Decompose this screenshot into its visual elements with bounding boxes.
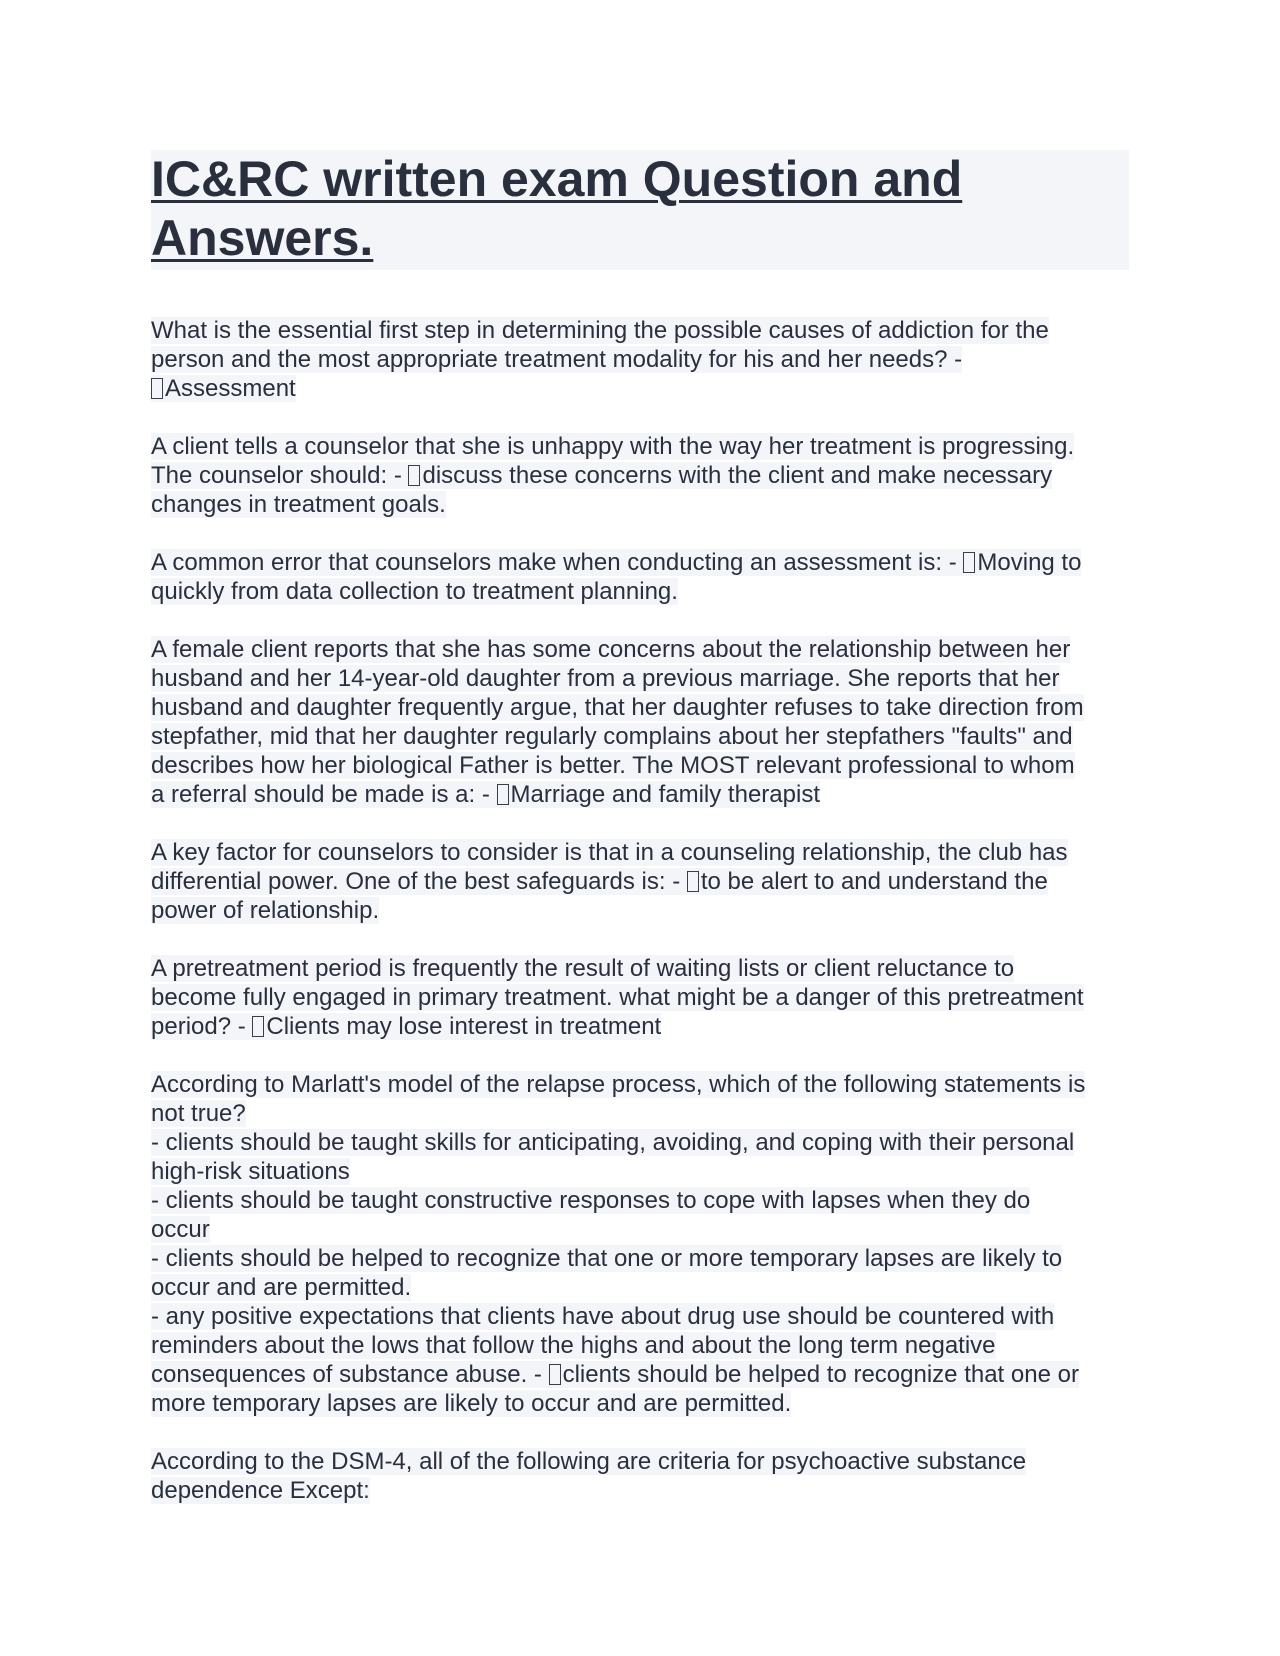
qa-text: period? - xyxy=(151,1013,253,1040)
qa-text: describes how her biological Father is better. The MOST relevant professional to whom xyxy=(151,752,1075,779)
qa-line xyxy=(151,1389,1129,1418)
qa-line-text xyxy=(151,1390,791,1417)
qa-line-text xyxy=(151,1100,246,1127)
qa-line xyxy=(151,693,1129,722)
answer-text: clients should be helped to recognize that one or xyxy=(562,1361,1079,1388)
qa-line-text xyxy=(151,1361,1079,1388)
qa-line xyxy=(151,1070,1129,1099)
document-title: IC&RC written exam Question and Answers. xyxy=(151,151,963,266)
qa-line xyxy=(151,461,1129,490)
qa-item xyxy=(151,1447,1129,1505)
qa-line-text xyxy=(151,578,678,605)
qa-line-text xyxy=(151,897,379,924)
qa-line-text xyxy=(151,1187,1030,1214)
qa-line-text xyxy=(151,665,1060,692)
qa-line xyxy=(151,1186,1129,1215)
qa-item xyxy=(151,954,1129,1041)
qa-text: husband and daughter frequently argue, that her daughter refuses to take direction from xyxy=(151,694,1084,721)
answer-marker-icon xyxy=(549,1364,561,1385)
qa-line xyxy=(151,983,1129,1012)
qa-line xyxy=(151,722,1129,751)
qa-line xyxy=(151,548,1129,577)
qa-line xyxy=(151,954,1129,983)
qa-line-text xyxy=(151,984,1084,1011)
qa-text: A pretreatment period is frequently the result of waiting lists or client reluctance to xyxy=(151,955,1015,982)
qa-line-text xyxy=(151,781,820,808)
qa-line xyxy=(151,1244,1129,1273)
qa-line-text xyxy=(151,491,446,518)
qa-item xyxy=(151,1070,1129,1418)
qa-text: The counselor should: - xyxy=(151,462,409,489)
qa-line xyxy=(151,838,1129,867)
qa-line xyxy=(151,780,1129,809)
qa-text: power of relationship. xyxy=(151,897,380,924)
qa-text: - clients should be helped to recognize that one or more temporary lapses are likely to xyxy=(151,1245,1063,1272)
qa-line-text xyxy=(151,839,1068,866)
qa-text: husband and her 14-year-old daughter from a previous marriage. She reports that her xyxy=(151,665,1060,692)
qa-line-text xyxy=(151,955,1014,982)
qa-line xyxy=(151,1273,1129,1302)
answer-marker-icon xyxy=(151,378,163,399)
qa-text: What is the essential first step in determining the possible causes of addiction for the xyxy=(151,317,1049,344)
qa-item xyxy=(151,635,1129,809)
answer-text: Moving to xyxy=(977,549,1082,576)
qa-line-text xyxy=(151,1129,1074,1156)
qa-line xyxy=(151,635,1129,664)
qa-text: become fully engaged in primary treatment. what might be a danger of this pretreatment xyxy=(151,984,1084,1011)
qa-line-text xyxy=(151,1245,1062,1272)
qa-line xyxy=(151,577,1129,606)
qa-line xyxy=(151,432,1129,461)
qa-line xyxy=(151,751,1129,780)
qa-line-text xyxy=(151,752,1075,779)
qa-text: Assessment xyxy=(165,375,296,402)
answer-text: to be alert to and understand the xyxy=(700,868,1048,895)
qa-text: occur and are permitted. xyxy=(151,1274,412,1301)
answer-marker-icon xyxy=(963,552,975,573)
qa-line-text xyxy=(151,1477,370,1504)
answer-marker-icon xyxy=(687,871,699,892)
title-block xyxy=(151,150,1129,270)
qa-line-text xyxy=(151,549,1081,576)
qa-text: A female client reports that she has some concerns about the relationship between her xyxy=(151,636,1071,663)
document-page xyxy=(151,150,1129,1534)
qa-text: high-risk situations xyxy=(151,1158,350,1185)
qa-line-text xyxy=(151,1216,210,1243)
answer-marker-icon xyxy=(408,465,420,486)
qa-line-text xyxy=(151,1332,996,1359)
qa-line xyxy=(151,1012,1129,1041)
qa-text: According to Marlatt's model of the relapse process, which of the following statements is xyxy=(151,1071,1086,1098)
qa-line xyxy=(151,374,1129,403)
qa-text: occur xyxy=(151,1216,210,1243)
qa-item xyxy=(151,316,1129,403)
qa-line-text xyxy=(151,636,1070,663)
qa-line xyxy=(151,1128,1129,1157)
qa-text: person and the most appropriate treatment modality for his and her needs? - xyxy=(151,346,963,373)
qa-line-text xyxy=(151,868,1048,895)
qa-line xyxy=(151,1302,1129,1331)
qa-line xyxy=(151,867,1129,896)
qa-text: not true? xyxy=(151,1100,246,1127)
qa-item xyxy=(151,548,1129,606)
qa-text: consequences of substance abuse. - xyxy=(151,1361,549,1388)
qa-text: changes in treatment goals. xyxy=(151,491,446,518)
qa-text: differential power. One of the best safeguards is: - xyxy=(151,868,687,895)
qa-line xyxy=(151,316,1129,345)
qa-text: A client tells a counselor that she is unhappy with the way her treatment is progressing. xyxy=(151,433,1075,460)
qa-line xyxy=(151,1476,1129,1505)
qa-line xyxy=(151,1157,1129,1186)
qa-text: A common error that counselors make when conducting an assessment is: - xyxy=(151,549,964,576)
qa-text: reminders about the lows that follow the highs and about the long term negative xyxy=(151,1332,996,1359)
qa-list xyxy=(151,316,1129,1505)
qa-text: According to the DSM-4, all of the following are criteria for psychoactive substance xyxy=(151,1448,1027,1475)
qa-text: - any positive expectations that clients have about drug use should be countered with xyxy=(151,1303,1055,1330)
qa-text: A key factor for counselors to consider is that in a counseling relationship, the club has xyxy=(151,839,1068,866)
answer-marker-icon xyxy=(497,784,509,805)
qa-text: - clients should be taught skills for anticipating, avoiding, and coping with their personal xyxy=(151,1129,1075,1156)
qa-line xyxy=(151,1447,1129,1476)
qa-text: dependence Except: xyxy=(151,1477,370,1504)
qa-line xyxy=(151,1099,1129,1128)
qa-text: more temporary lapses are likely to occur and are permitted. xyxy=(151,1390,792,1417)
qa-line-text xyxy=(151,1448,1026,1475)
qa-text: quickly from data collection to treatment planning. xyxy=(151,578,678,605)
qa-line-text xyxy=(151,1158,350,1185)
answer-text: Marriage and family therapist xyxy=(510,781,820,808)
answer-text: Clients may lose interest in treatment xyxy=(266,1013,662,1040)
answer-marker-icon xyxy=(252,1016,264,1037)
qa-line xyxy=(151,1215,1129,1244)
qa-line-text xyxy=(151,317,1049,344)
qa-text: - clients should be taught constructive responses to cope with lapses when they do xyxy=(151,1187,1031,1214)
qa-text: a referral should be made is a: - xyxy=(151,781,497,808)
qa-line-text xyxy=(151,694,1084,721)
qa-line-text xyxy=(151,723,1073,750)
qa-item xyxy=(151,432,1129,519)
qa-item xyxy=(151,838,1129,925)
qa-text: stepfather, mid that her daughter regularly complains about her stepfathers "faults" and xyxy=(151,723,1073,750)
qa-line xyxy=(151,664,1129,693)
qa-line xyxy=(151,896,1129,925)
qa-line xyxy=(151,345,1129,374)
qa-line-text xyxy=(151,1071,1085,1098)
qa-line-text xyxy=(151,1303,1054,1330)
qa-line-text xyxy=(151,1013,661,1040)
qa-line xyxy=(151,1360,1129,1389)
qa-line-text xyxy=(151,433,1074,460)
qa-line xyxy=(151,490,1129,519)
qa-line-text xyxy=(151,375,296,402)
qa-line-text xyxy=(151,462,1052,489)
answer-text: discuss these concerns with the client and make necessary xyxy=(422,462,1053,489)
qa-line-text xyxy=(151,1274,411,1301)
qa-line-text xyxy=(151,346,962,373)
qa-line xyxy=(151,1331,1129,1360)
